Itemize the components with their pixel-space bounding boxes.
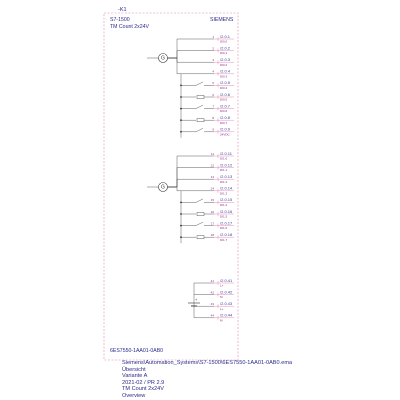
terminal-sub-label: DI0.0 (220, 39, 228, 44)
terminal-pin: 6 (212, 92, 214, 97)
terminal-groups (147, 34, 234, 323)
terminal-sub-label: M (220, 318, 223, 323)
terminal (212, 45, 234, 55)
terminal-group (188, 278, 234, 323)
terminal-label: /2.0.2 (220, 45, 231, 51)
terminal (211, 220, 234, 230)
footer-overview: Overview (122, 392, 146, 399)
footer-variant: Variante A (122, 373, 148, 380)
terminal (212, 34, 234, 44)
terminal-pin: 42 (210, 290, 214, 295)
terminal-sub-label: DI0.5 (220, 97, 228, 102)
terminal (212, 80, 234, 90)
terminal-pin: 12 (210, 163, 214, 168)
terminal-group (147, 34, 234, 138)
terminal-pin: 17 (210, 221, 214, 226)
terminal-pin: 14 (210, 186, 214, 191)
terminal-sub-label: DI0.6 (220, 109, 228, 114)
generator-symbol-label: G (161, 184, 165, 191)
terminal-label: /2.0.12 (220, 162, 233, 168)
terminal-sub-label: DI0.3 (220, 74, 228, 79)
terminal-sub-label: DI1.2 (220, 179, 228, 184)
terminal-label: /2.0.42 (220, 289, 233, 295)
terminal (211, 289, 234, 299)
terminal-sub-label: DI0.7 (220, 120, 228, 125)
resistor-symbol (197, 95, 204, 98)
terminal (211, 209, 234, 219)
switch-contact (196, 105, 203, 109)
terminal-sub-label: DI1.4 (220, 203, 228, 207)
header-line2: TM Count 2x24V (110, 24, 149, 30)
switch-contact (196, 82, 203, 86)
terminal-pin: 18 (210, 233, 214, 237)
switch-contact (196, 128, 203, 132)
signal-wire (168, 51, 215, 58)
terminal-label: /2.0.17 (220, 220, 233, 226)
generator-symbol-label: G (161, 55, 165, 62)
footer-module: TM Count 2x24V (122, 386, 164, 393)
terminal (212, 92, 234, 102)
terminal-label: /2.0.18 (220, 232, 233, 237)
switch-contact (196, 222, 203, 226)
signal-wire (168, 39, 215, 58)
terminal (211, 174, 234, 184)
terminal-label: /2.0.6 (220, 91, 231, 97)
terminal-pin: 4 (212, 69, 214, 74)
terminal (211, 278, 234, 288)
terminal-label: /2.0.14 (220, 185, 233, 191)
header-line1: S7-1500 (110, 17, 130, 23)
switch-contact (196, 199, 203, 203)
terminal-pin: 43 (210, 302, 214, 306)
terminal (212, 57, 234, 67)
terminal-pin: 41 (210, 278, 214, 283)
terminal-label: /2.0.11 (220, 150, 232, 156)
terminal-pin: 7 (212, 104, 214, 109)
terminal-sub-label: L+ (220, 283, 224, 288)
terminal-sub-label: DI1.5 (220, 214, 228, 219)
terminal-label: /2.0.8 (220, 115, 231, 120)
terminal-sub-label: M (220, 295, 223, 300)
terminal-pin: 3 (212, 58, 214, 62)
terminal-label: /2.0.5 (220, 80, 231, 86)
device-tag: -K1 (118, 7, 127, 13)
terminal (211, 232, 234, 242)
polarity-label: + (195, 297, 198, 302)
terminal-label: /2.0.7 (220, 103, 231, 109)
terminal-label: /2.0.3 (220, 57, 231, 62)
signal-wire (168, 156, 215, 187)
footer-version: 2021-02 / PR 2.9 (122, 379, 165, 386)
terminal-label: /2.0.4 (220, 68, 231, 74)
terminal-pin: 2 (212, 46, 214, 51)
signal-wire (168, 168, 215, 187)
terminal-label: /2.0.43 (220, 301, 233, 306)
footer-path: Siemens\Automation_Systems\S7-1500\6ES7550-1AA01-0AB0.ema (122, 360, 293, 366)
header-brand: SIEMENS (210, 17, 234, 23)
terminal-label: /2.0.16 (220, 208, 233, 214)
terminal-pin: 16 (210, 209, 214, 214)
terminal-sub-label: 24VDC (220, 132, 230, 137)
resistor-symbol (197, 236, 204, 239)
terminal-group (147, 151, 234, 243)
terminal-sub-label: DI0.4 (220, 86, 228, 90)
terminal-sub-label: DI1.6 (220, 226, 228, 231)
terminal-pin: 11 (210, 151, 214, 156)
order-number: 6ES7550-1AA01-0AB0 (110, 348, 164, 354)
terminal-pin: 44 (210, 313, 214, 318)
terminal-pin: 1 (212, 34, 214, 39)
terminal (211, 162, 234, 172)
signal-wire (168, 187, 215, 191)
terminal (212, 69, 234, 79)
terminal-pin: 9 (212, 127, 214, 132)
terminal-sub-label: DI1.7 (220, 237, 228, 242)
resistor-symbol (197, 119, 204, 122)
terminal-pin: 5 (212, 81, 214, 86)
terminal-sub-label: DI1.1 (220, 168, 228, 173)
terminal (211, 197, 234, 207)
terminal-sub-label: L+ (220, 306, 224, 311)
signal-wire (168, 58, 215, 74)
terminal (212, 103, 234, 113)
terminal (211, 313, 234, 323)
signal-wire (168, 58, 215, 62)
terminal-label: /2.0.15 (220, 197, 233, 203)
terminal-sub-label: DI1.0 (220, 156, 228, 161)
terminal-pin: 8 (212, 116, 214, 120)
resistor-symbol (197, 212, 204, 215)
terminal-label: /2.0.13 (220, 174, 233, 179)
footer-title: Übersicht (122, 366, 146, 373)
terminal-label: /2.0.41 (220, 277, 233, 283)
terminal (211, 186, 234, 196)
terminal-label: /2.0.44 (220, 312, 233, 318)
terminal-sub-label: DI1.3 (220, 191, 228, 196)
terminal (212, 115, 234, 125)
terminal (212, 127, 234, 137)
footer-block (122, 360, 292, 400)
terminal-label: /2.0.1 (220, 33, 231, 39)
signal-wire (168, 179, 215, 187)
terminal-pin: 13 (210, 175, 214, 179)
terminal (211, 151, 234, 161)
terminal (211, 301, 234, 311)
terminal-pin: 15 (210, 198, 214, 203)
terminal-sub-label: DI0.1 (220, 51, 228, 56)
terminal-sub-label: DI0.2 (220, 62, 228, 67)
terminal-label: /2.0.9 (220, 126, 231, 132)
